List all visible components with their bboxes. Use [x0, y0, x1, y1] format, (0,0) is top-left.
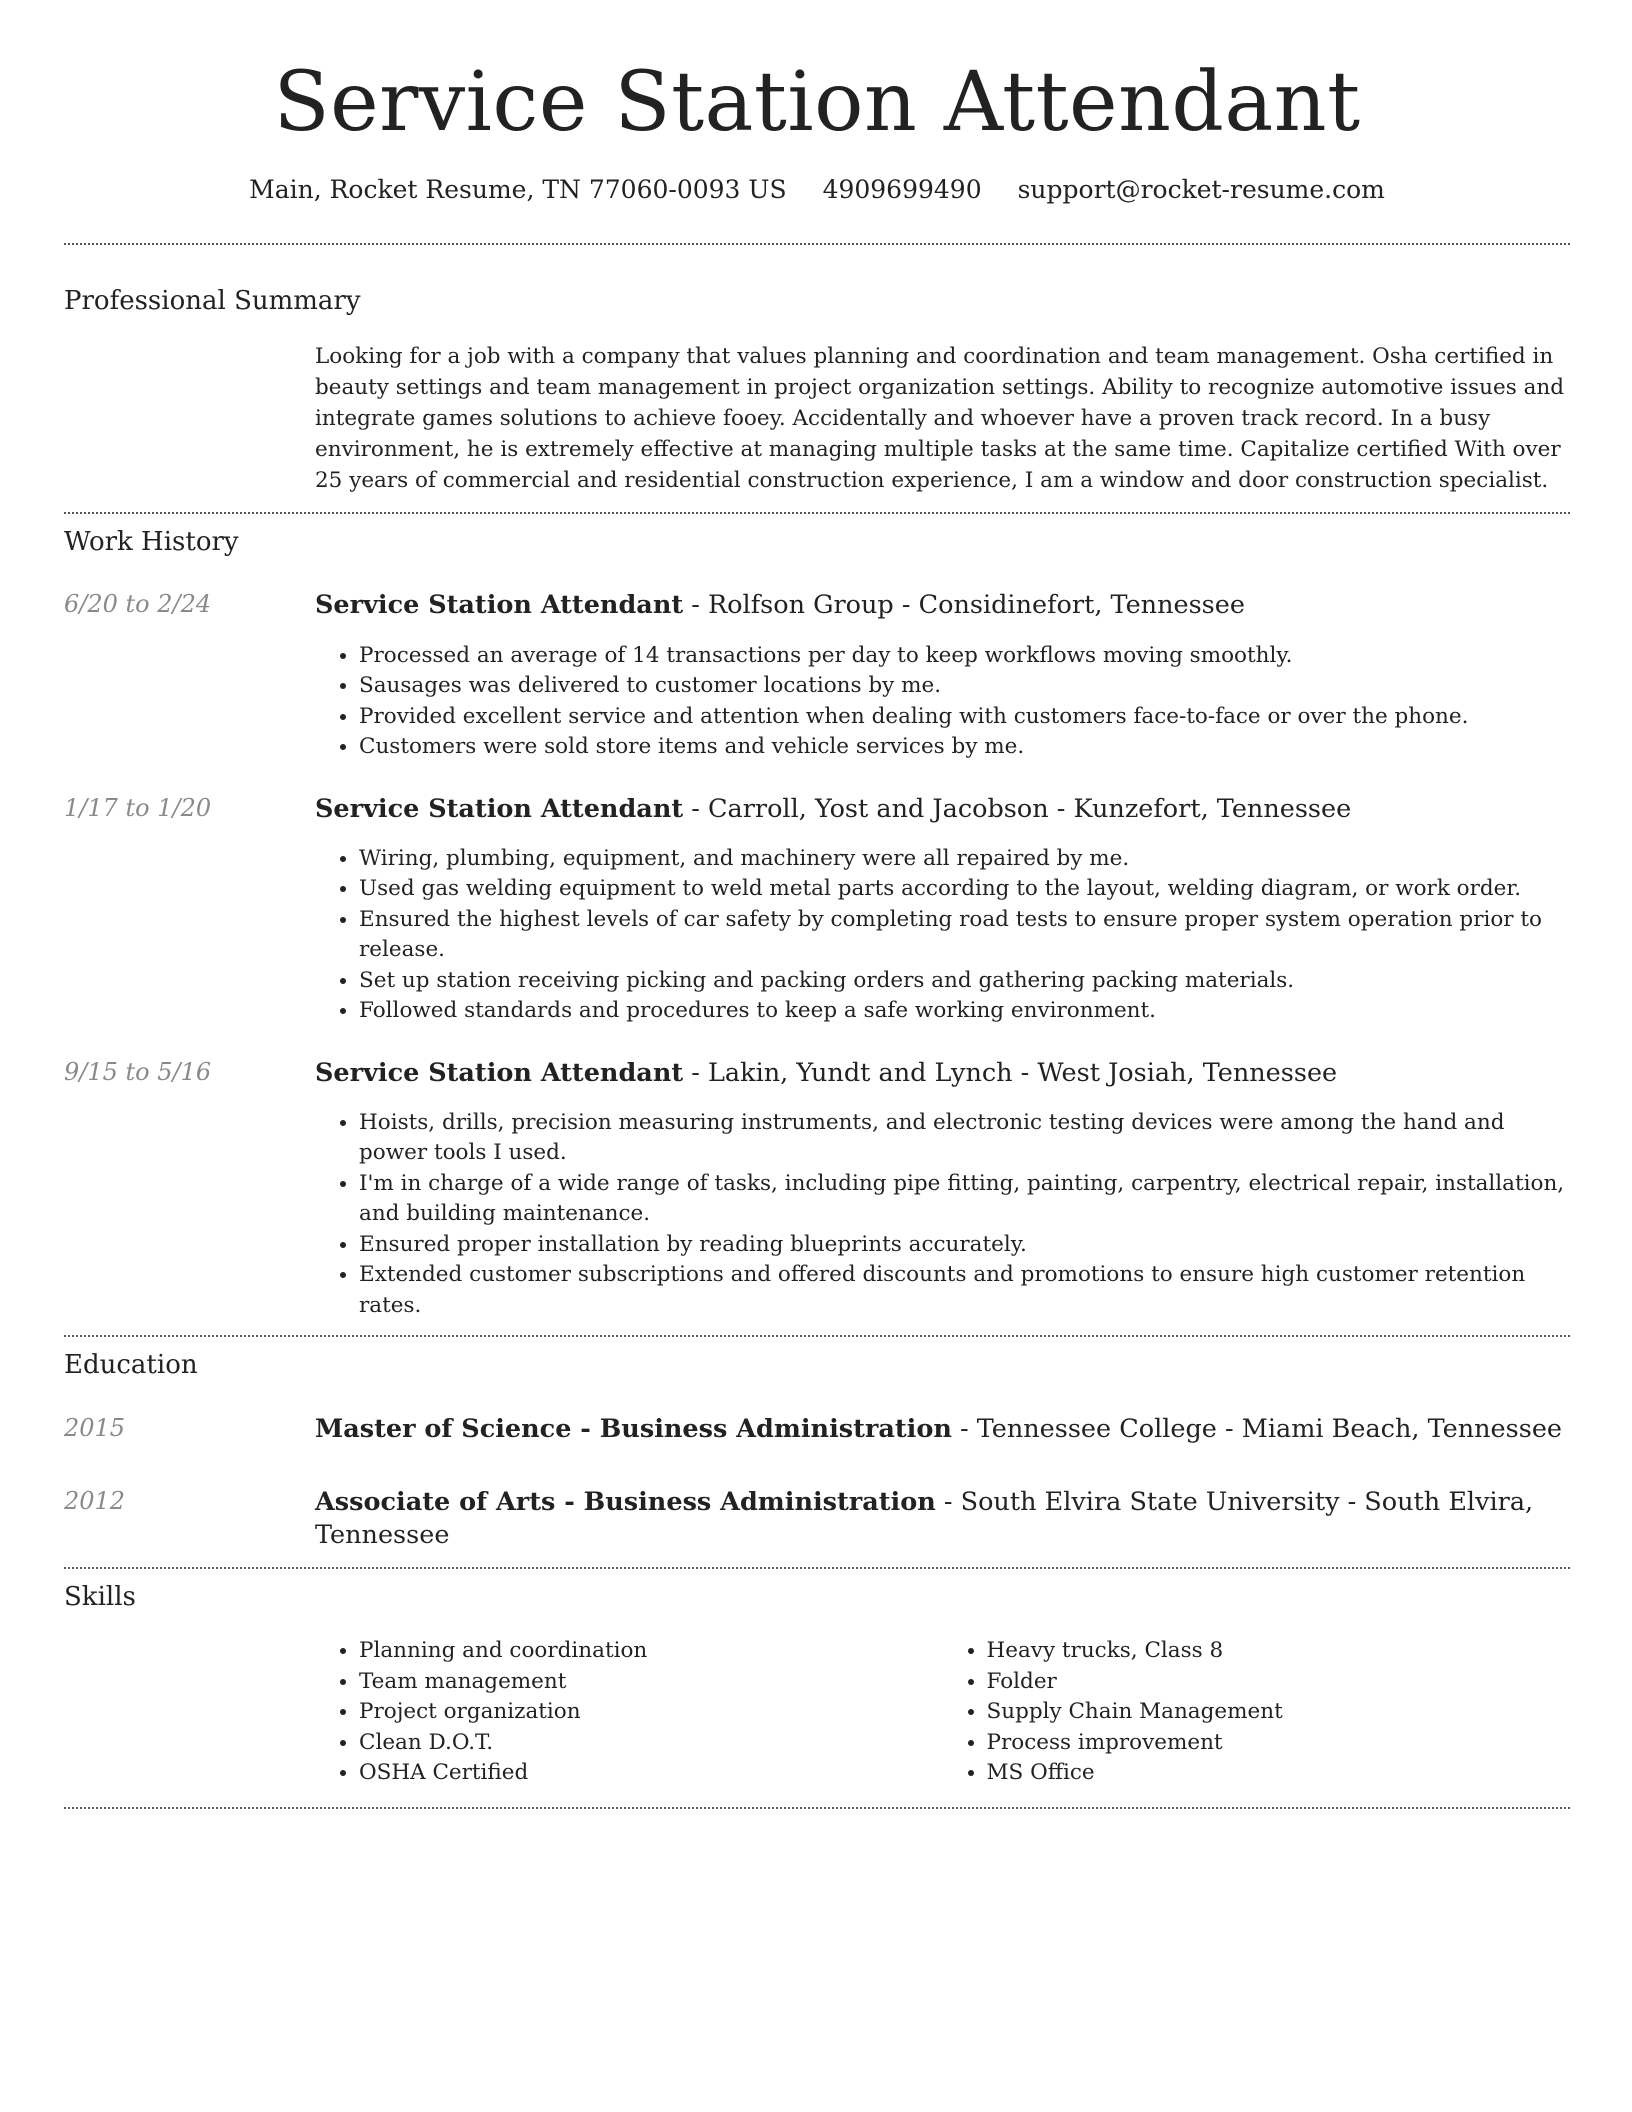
summary-text: Looking for a job with a company that values planning and coordination and team management. Osha certified in beauty settings and team management in project organization settings. Ability to recognize automotive issues and integrate games solutions to achieve fooey. Accidentally and whoever have a proven track record. In a busy environment, he is extremely effective at managing multiple tasks at the same time. Capitalize certified With over 25 years of commercial and residential construction experience, I am a window and door construction specialist. [315, 343, 1565, 493]
contact-address: Main, Rocket Resume, TN 77060-0093 US [249, 175, 787, 205]
job-details: - Lakin, Yundt and Lynch - West Josiah, Tennessee [683, 1057, 1338, 1088]
divider [64, 1335, 1570, 1337]
job-bullet: • Used gas welding equipment to weld metal parts according to the layout, welding diagram, or work order. [359, 874, 1570, 905]
job-bullet: • Set up station receiving picking and packing orders and gathering packing materials. [359, 966, 1570, 997]
education-body [315, 1413, 1570, 1446]
education-title [315, 1413, 1570, 1446]
job-dates: 1/17 to 1/20 [64, 793, 212, 822]
resume-page [64, 0, 1570, 1809]
skill-item: • Heavy trucks, Class 8 [987, 1636, 1571, 1667]
job-entry [64, 1057, 1570, 1322]
job-bullet: • Provided excellent service and attention when dealing with customers face-to-face or over the phone. [359, 702, 1570, 733]
job-bullet: • Ensured proper installation by reading blueprints accurately. [359, 1230, 1570, 1261]
skill-item: • Team management [359, 1667, 943, 1698]
job-details: - Carroll, Yost and Jacobson - Kunzefort, Tennessee [683, 793, 1352, 824]
education-entry [64, 1413, 1570, 1446]
contact-phone: 4909699490 [822, 175, 982, 205]
job-role: Service Station Attendant [315, 1057, 684, 1088]
education-body [315, 1486, 1570, 1552]
section-title-work-history: Work History [64, 526, 239, 557]
job-bullet: • I'm in charge of a wide range of tasks, including pipe fitting, painting, carpentry, electrical repair, installation, and building maintenance. [359, 1169, 1570, 1230]
job-bullets [315, 1108, 1570, 1322]
job-bullet: • Extended customer subscriptions and offered discounts and promotions to ensure high customer retention rates. [359, 1260, 1570, 1321]
skill-item: • Planning and coordination [359, 1636, 943, 1667]
education-degree: Master of Science - Business Administration [315, 1414, 952, 1445]
skills-column-right [943, 1636, 1571, 1789]
education-title [315, 1486, 1570, 1552]
job-body [315, 1057, 1570, 1322]
skill-item: • Project organization [359, 1697, 943, 1728]
job-entry [64, 589, 1570, 762]
education-entry [64, 1486, 1570, 1552]
section-title-summary: Professional Summary [64, 285, 361, 316]
education-list [64, 1413, 1570, 1552]
education-degree: Associate of Arts - Business Administration [315, 1487, 936, 1518]
candidate-name: Service Station Attendant [273, 55, 1361, 150]
job-bullet: • Followed standards and procedures to keep a safe working environment. [359, 996, 1570, 1027]
skills-list [315, 1636, 1570, 1789]
job-title [315, 793, 1570, 826]
job-entry [64, 793, 1570, 1027]
divider [64, 1807, 1570, 1809]
job-bullet: • Sausages was delivered to customer locations by me. [359, 671, 1570, 702]
skill-item: • Folder [987, 1667, 1571, 1698]
job-bullet: • Wiring, plumbing, equipment, and machinery were all repaired by me. [359, 844, 1570, 875]
job-bullets [315, 641, 1570, 763]
skill-item: • OSHA Certified [359, 1758, 943, 1789]
work-history-list [64, 589, 1570, 1321]
job-body [315, 793, 1570, 1027]
skill-item: • Supply Chain Management [987, 1697, 1571, 1728]
skill-item: • MS Office [987, 1758, 1571, 1789]
skills-column-left [315, 1636, 943, 1789]
job-bullet: • Customers were sold store items and vehicle services by me. [359, 732, 1570, 763]
job-bullet: • Ensured the highest levels of car safety by completing road tests to ensure proper system operation prior to release. [359, 905, 1570, 966]
contact-line [64, 174, 1570, 207]
divider [64, 512, 1570, 514]
section-title-skills: Skills [64, 1581, 136, 1612]
job-body [315, 589, 1570, 762]
job-title [315, 1057, 1570, 1090]
contact-email: support@rocket-resume.com [1017, 175, 1385, 205]
skill-item: • Clean D.O.T. [359, 1728, 943, 1759]
skill-item: • Process improvement [987, 1728, 1571, 1759]
education-year: 2015 [64, 1414, 126, 1443]
job-dates: 6/20 to 2/24 [64, 590, 212, 619]
job-bullet: • Processed an average of 14 transactions per day to keep workflows moving smoothly. [359, 641, 1570, 672]
education-details: - Tennessee College - Miami Beach, Tennessee [951, 1414, 1562, 1445]
job-details: - Rolfson Group - Considinefort, Tennessee [683, 590, 1245, 621]
job-bullet: • Hoists, drills, precision measuring instruments, and electronic testing devices were among the hand and power tools I used. [359, 1108, 1570, 1169]
section-title-education: Education [64, 1350, 198, 1381]
job-title [315, 589, 1570, 622]
education-details: - South Elvira State University - South Elvira, Tennessee [315, 1487, 1534, 1551]
divider [64, 243, 1570, 245]
job-role: Service Station Attendant [315, 793, 684, 824]
divider [64, 1567, 1570, 1569]
education-year: 2012 [64, 1487, 126, 1516]
job-dates: 9/15 to 5/16 [64, 1057, 212, 1086]
job-bullets [315, 844, 1570, 1027]
job-role: Service Station Attendant [315, 590, 684, 621]
